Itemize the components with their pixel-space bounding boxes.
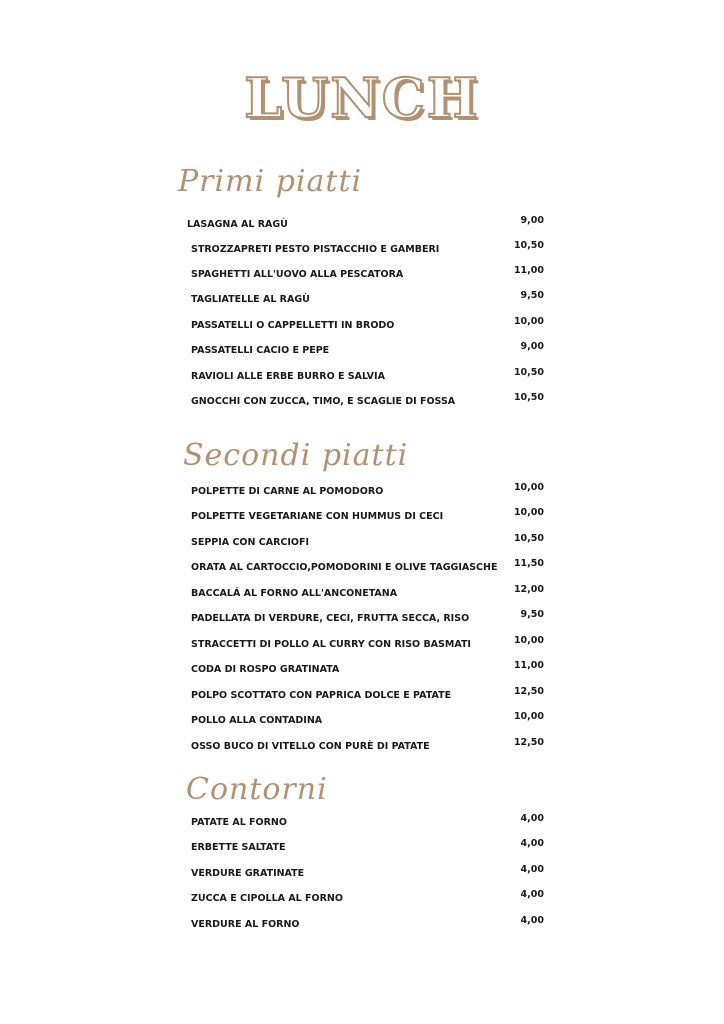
- item-price: 9,00: [520, 341, 544, 352]
- item-name: PASSATELLI O CAPPELLETTI IN BRODO: [191, 320, 395, 331]
- menu-item: [0, 240, 724, 257]
- menu-item: [0, 507, 724, 524]
- item-price: 10,50: [513, 533, 544, 544]
- item-name: GNOCCHI CON ZUCCA, TIMO, E SCAGLIE DI FOSSA: [191, 396, 456, 407]
- item-price: 11,00: [513, 265, 544, 276]
- item-price: 4,00: [520, 889, 544, 900]
- menu-item: [0, 265, 724, 282]
- item-name: STRACCETTI DI POLLO AL CURRY CON RISO BASMATI: [191, 639, 471, 650]
- menu-item: [0, 915, 724, 932]
- section-title-contorni: Contorni: [186, 772, 328, 807]
- item-name: POLPETTE VEGETARIANE CON HUMMUS DI CECI: [191, 511, 444, 522]
- menu-item: [0, 889, 724, 906]
- item-price: 12,00: [513, 584, 544, 595]
- menu-item: [0, 341, 724, 358]
- item-price: 4,00: [520, 915, 544, 926]
- item-price: 4,00: [520, 838, 544, 849]
- item-name: ORATA AL CARTOCCIO,POMODORINI E OLIVE TAGGIASCHE: [191, 562, 498, 573]
- item-name: BACCALÁ AL FORNO ALL'ANCONETANA: [191, 588, 398, 599]
- item-price: 12,50: [513, 686, 544, 697]
- menu-item: [0, 838, 724, 855]
- menu-item: [0, 533, 724, 550]
- menu-item: [0, 609, 724, 626]
- menu-item: [0, 482, 724, 499]
- item-name: POLLO ALLA CONTADINA: [191, 715, 323, 726]
- item-price: 9,50: [520, 609, 544, 620]
- item-price: 10,00: [513, 711, 544, 722]
- menu-item: [0, 686, 724, 703]
- item-price: 9,00: [520, 215, 544, 226]
- item-price: 10,00: [513, 316, 544, 327]
- item-name: CODA DI ROSPO GRATINATA: [191, 664, 340, 675]
- item-price: 10,50: [513, 367, 544, 378]
- item-price: 10,00: [513, 507, 544, 518]
- item-name: OSSO BUCO DI VITELLO CON PURÈ DI PATATE: [191, 741, 430, 752]
- item-name: PATATE AL FORNO: [191, 817, 287, 828]
- item-price: 10,00: [513, 482, 544, 493]
- item-name: PADELLATA DI VERDURE, CECI, FRUTTA SECCA, RISO: [191, 613, 470, 624]
- item-price: 4,00: [520, 813, 544, 824]
- menu-item: [0, 711, 724, 728]
- item-price: 10,50: [513, 392, 544, 403]
- item-name: TAGLIATELLE AL RAGÙ: [191, 294, 310, 305]
- item-price: 4,00: [520, 864, 544, 875]
- item-name: SPAGHETTI ALL'UOVO ALLA PESCATORA: [191, 269, 404, 280]
- item-name: SEPPIA CON CARCIOFI: [191, 537, 310, 548]
- item-name: RAVIOLI ALLE ERBE BURRO E SALVIA: [191, 371, 385, 382]
- item-price: 10,00: [513, 635, 544, 646]
- item-name: ZUCCA E CIPOLLA AL FORNO: [191, 893, 343, 904]
- item-name: POLPETTE DI CARNE AL POMODORO: [191, 486, 384, 497]
- item-name: POLPO SCOTTATO CON PAPRICA DOLCE E PATATE: [191, 690, 452, 701]
- item-name: LASAGNA AL RAGÙ: [187, 219, 288, 230]
- section-title-secondi: Secondi piatti: [183, 438, 409, 473]
- menu-item: [0, 635, 724, 652]
- item-price: 10,50: [513, 240, 544, 251]
- menu-item: [0, 367, 724, 384]
- item-price: 12,50: [513, 737, 544, 748]
- item-name: STROZZAPRETI PESTO PISTACCHIO E GAMBERI: [191, 244, 440, 255]
- menu-item: [0, 290, 724, 307]
- item-price: 11,00: [513, 660, 544, 671]
- menu-item: [0, 215, 724, 232]
- menu-item: [0, 392, 724, 409]
- menu-item: [0, 660, 724, 677]
- menu-item: [0, 864, 724, 881]
- menu-item: [0, 584, 724, 601]
- item-price: 11,50: [513, 558, 544, 569]
- item-name: VERDURE GRATINATE: [191, 868, 305, 879]
- menu-item: [0, 316, 724, 333]
- menu-item: [0, 737, 724, 754]
- section-title-primi: Primi piatti: [178, 164, 363, 199]
- item-price: 9,50: [520, 290, 544, 301]
- item-name: PASSATELLI CACIO E PEPE: [191, 345, 330, 356]
- item-name: ERBETTE SALTATE: [191, 842, 286, 853]
- menu-item: [0, 558, 724, 575]
- menu-item: [0, 813, 724, 830]
- item-name: VERDURE AL FORNO: [191, 919, 300, 930]
- menu-title: LUNCH: [0, 66, 724, 130]
